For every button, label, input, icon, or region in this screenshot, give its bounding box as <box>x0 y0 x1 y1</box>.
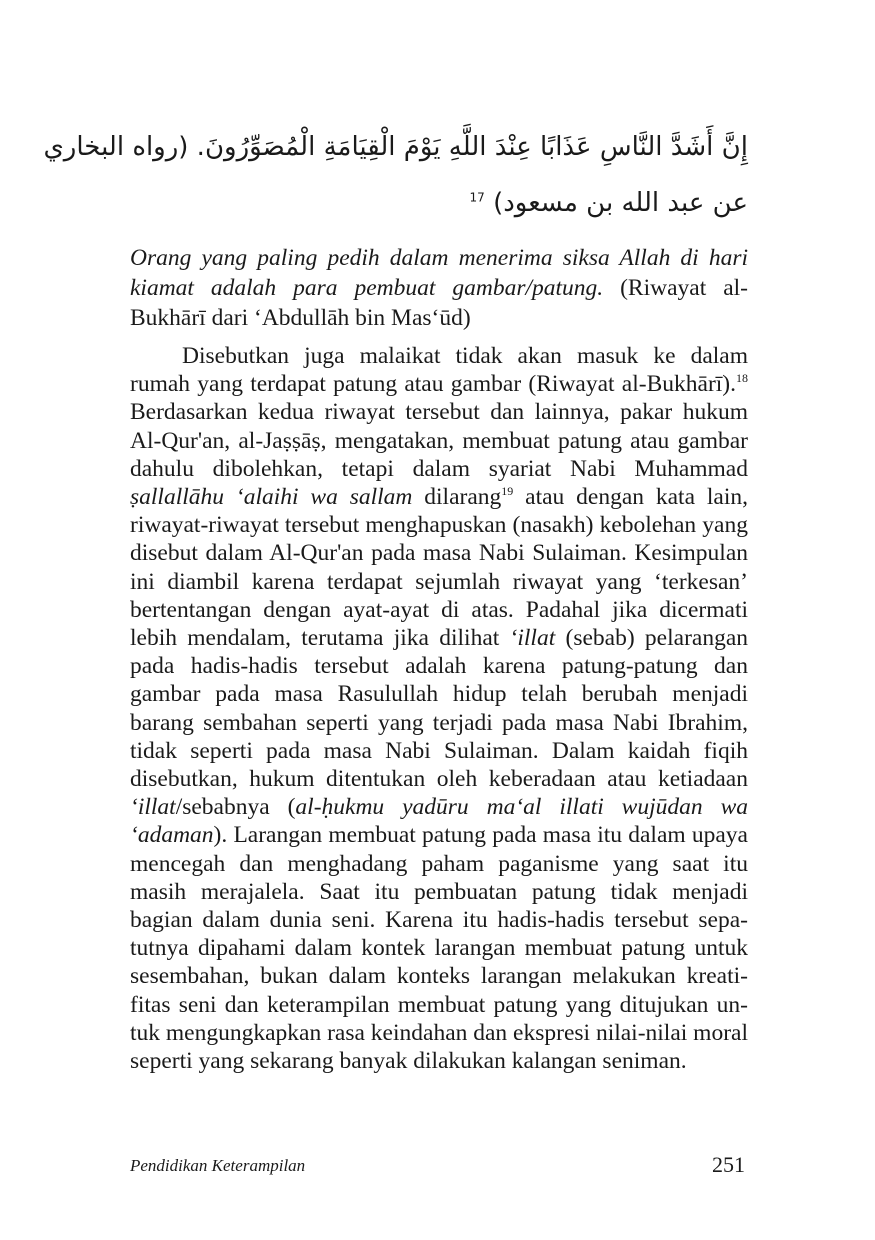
para-italic-maxim: al-ḥukmu yadūru ma‘al illati wujūdan wa ‘adaman <box>130 794 748 849</box>
para-part-7: ). Larangan membuat patung pada masa itu dalam upaya mencegah dan menghadang paham paganisme yang saat itu masih merajalela. Saat itu pembuatan patung tidak menjadi bagian dalam dunia seni. Karena itu hadis-hadis tersebut sepatutnya dipahami dalam kontek larangan membuat patung untuk sesembahan, bukan dalam konteks larangan melakukan kreatifitas seni dan keterampilan membuat patung yang ditujukan untuk mengungkapkan rasa keindahan dan ekspresi nilai-nilai moral seperti yang sekarang banyak dilakukan kalangan seniman. <box>130 822 748 1075</box>
hadith-arabic-text: إِنَّ أَشَدَّ النَّاسِ عَذَابًا عِنْدَ اللَّهِ يَوْمَ الْقِيَامَةِ الْمُصَوِّرُونَ. (رواه البخاري <box>43 132 748 162</box>
para-part-6: /sebabnya ( <box>175 794 296 821</box>
footnote-ref-18: 18 <box>736 371 748 386</box>
para-part-3: dilarang <box>412 484 502 511</box>
running-footer-title: Pendidikan Keterampilan <box>130 1156 306 1175</box>
para-part-4: atau dengan kata lain, riwayat-riwayat tersebut menghapuskan (nasakh) kebolehan yang disebut dalam Al-Qur'an pada masa Nabi Sulaiman. Kesimpulan ini diambil karena terdapat sejumlah riwayat yang ‘terkesan’ bertentangan dengan ayat-ayat di atas. Padahal jika dicermati lebih mendalam, terutama jika dilihat <box>130 484 748 652</box>
para-italic-illat-1: ‘illat <box>509 625 556 652</box>
body-paragraph <box>130 342 748 1075</box>
page-number: 251 <box>712 1152 745 1177</box>
footnote-ref-19: 19 <box>501 484 514 499</box>
translation-source: (Riwayat al-Bukhārī dari ‘Abdullāh bin Mas‘ūd) <box>130 275 748 331</box>
para-italic-illat-2: ‘illat <box>130 794 176 821</box>
hadith-arabic-line-2 <box>128 188 748 218</box>
para-part-2: Berdasarkan kedua riwayat tersebut dan lainnya, pakar hukum Al-Qur'an, al-Jaṣṣāṣ, mengatakan, membuat patung atau gambar dahulu dibolehkan, tetapi dalam syariat Nabi Muhammad <box>130 399 748 482</box>
para-part-1: Disebutkan juga malaikat tidak akan masuk ke dalam rumah yang terdapat patung atau gambar (Riwayat al-Bukhārī). <box>130 343 748 398</box>
translation-italic: Orang yang paling pedih dalam menerima siksa Allah di hari kiamat adalah para pembuat gambar/patung. <box>130 245 748 301</box>
hadith-arabic-line-1 <box>43 132 748 162</box>
footnote-ref-17: 17 <box>469 190 485 205</box>
para-italic-salawat: ṣallallāhu ‘alaihi wa sallam <box>130 484 413 511</box>
hadith-translation <box>130 243 748 333</box>
hadith-arabic-source: عن عبد الله بن مسعود) <box>493 188 748 218</box>
para-part-5: (sebab) pelarangan pada hadis-hadis tersebut adalah karena patung-patung dan gambar pada masa Rasulullah hidup telah berubah menjadi barang sembahan seperti yang terjadi pada masa Nabi Ibrahim, tidak seperti pada masa Nabi Sulaiman. Dalam kaidah fiqih disebutkan, hukum ditentukan oleh keberadaan atau ketiadaan <box>130 625 749 793</box>
